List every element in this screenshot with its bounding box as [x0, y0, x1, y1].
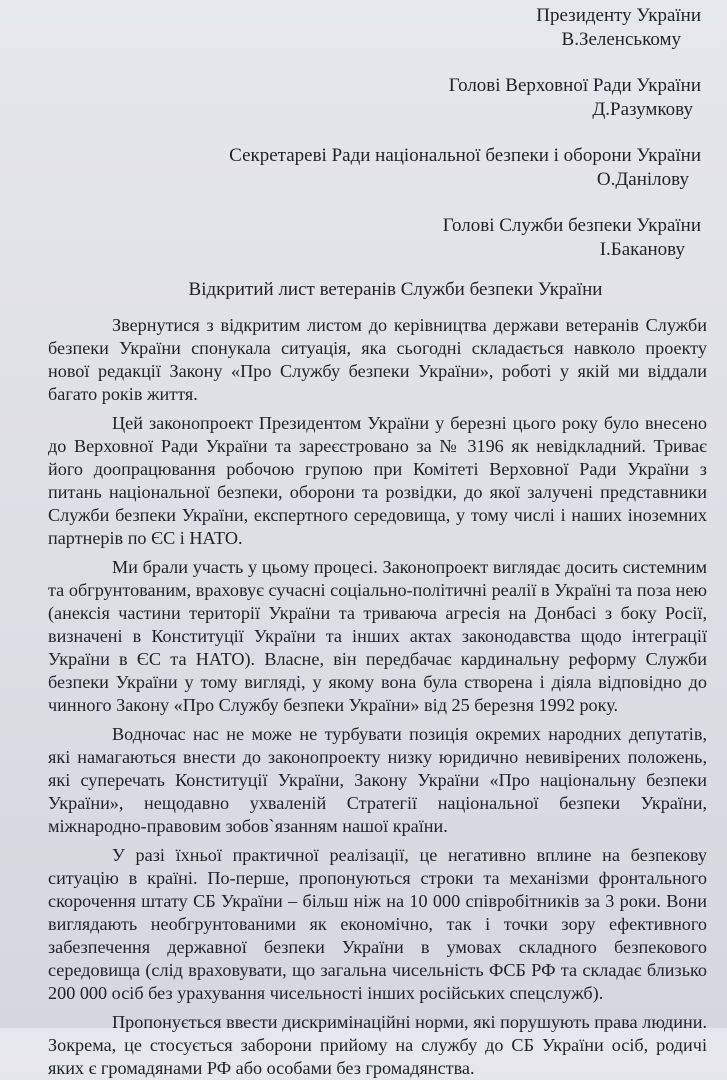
paragraph: Водночас нас не може не турбувати позиція окремих народних депутатів, які намагаються внести до законопроекту низку юридично невивірених положень, які суперечать Конституції України, Закону України «Про національну безпеки України», нещодавно ухваленій Стратегії національної безпеки України, міжнародно-правовим зобов`язанням нашої країни. [48, 724, 707, 836]
addressee-name: І.Баканову [599, 239, 685, 260]
addressee-role: Голові Служби безпеки України [442, 215, 701, 236]
paragraph: Цей законопроект Президентом України у березні цього року було внесено до Верховної Ради України та зареєстровано за № 3196 як невідкладний. Триває його доопрацювання робочою групою при Комітеті Верховної Ради України з питань національної безпеки, оборони та розвідки, до якої залучені представники Служби безпеки України, експертного середовища, у тому числі і наших іноземних партнерів по ЄС і НАТО. [48, 413, 707, 548]
addressee-name: О.Данілову [596, 169, 689, 190]
addressee-nsdc-secretary [48, 144, 701, 192]
addressee-name: Д.Разумкову [592, 99, 693, 120]
addressee-role: Секретареві Ради національної безпеки і оборони України [229, 145, 701, 166]
letter-body [48, 314, 707, 1080]
addressee-name: В.Зеленському [561, 29, 681, 50]
addressee-president [48, 4, 701, 52]
paragraph: Пропонується ввести дискримінаційні норми, які порушують права людини. Зокрема, це стосується заборони прийому на службу до СБ України осіб, родичі яких є громадянами РФ або особами без громадянства. [48, 1012, 707, 1078]
addressee-block [48, 4, 707, 262]
addressee-role: Президенту України [536, 5, 701, 26]
paragraph: У разі їхньої практичної реалізації, це негативно вплине на безпекову ситуацію в країні. По-перше, пропонуються строки та механізми фронтального скорочення штату СБ України – більш ніж на 10 000 співробітників за 3 роки. Вони виглядають необгрунтованими як економічно, так і точки зору ефективного забезпечення державної безпеки України в умовах складного безпекового середовища (слід враховувати, що загальна чисельність ФСБ РФ та складає близько 200 000 осіб без урахування чисельності інших російських спецслужб). [48, 845, 707, 1003]
addressee-parliament-head [48, 74, 701, 122]
letter-title: Відкритий лист ветеранів Служби безпеки України [188, 279, 603, 300]
addressee-role: Голові Верховної Ради України [448, 75, 701, 96]
addressee-sbu-head [48, 214, 701, 262]
paragraph: Ми брали участь у цьому процесі. Законопроект виглядає досить системним та обгрунтованим, враховує сучасні соціально-політичні реалії в Україні та поза нею (анексія частини території України та триваюча агресія на Донбасі з боку Росії, визначені в Конституції України та інших актах законодавства щодо інтеграції України в ЄС та НАТО). Власне, він передбачає кардинальну реформу Служби безпеки України у тому вигляді, у якому вона була створена і діяла відповідно до чинного Закону «Про Службу безпеки України» від 25 березня 1992 року. [48, 557, 707, 715]
paragraph: Звернутися з відкритим листом до керівництва держави ветеранів Служби безпеки України спонукала ситуація, яка сьогодні складається навколо проекту нової редакції Закону «Про Службу безпеки України», роботі у якій ми віддали багато років життя. [48, 315, 707, 404]
